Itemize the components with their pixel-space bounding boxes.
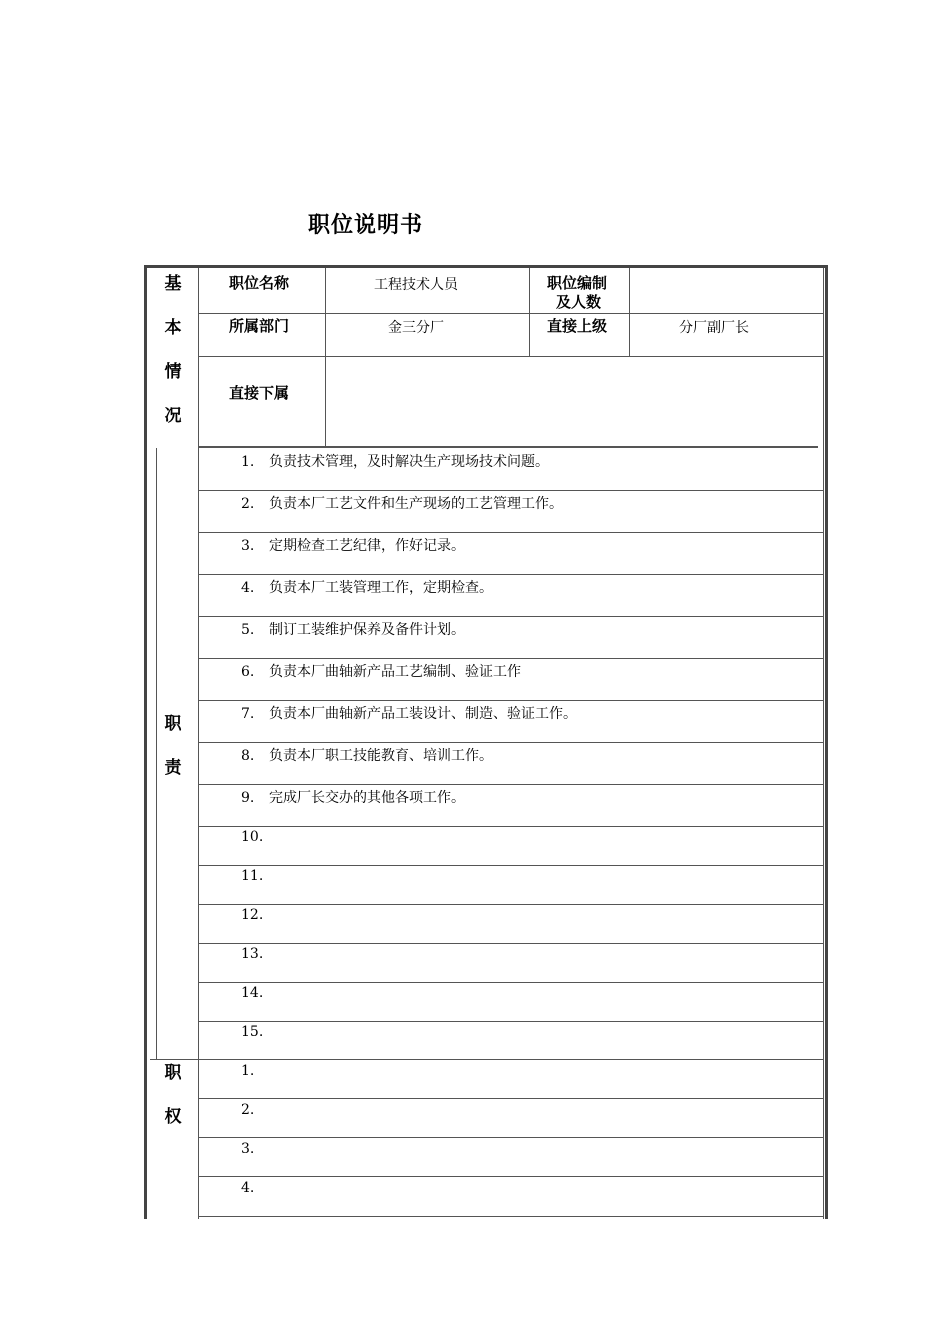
divider [198,865,823,866]
duty-item-number: 4. [241,580,255,596]
section-label-char: 职 [164,1063,182,1083]
authority-item [241,1102,269,1118]
duty-item-text: 负责本厂曲轴新产品工艺编制、验证工作 [269,664,521,680]
duty-item [241,535,465,555]
duty-item-number: 12. [241,907,264,923]
duty-item-text: 负责本厂工艺文件和生产现场的工艺管理工作。 [269,496,563,512]
position-name-value: 工程技术人员 [374,277,458,293]
authority-item [241,1180,269,1196]
authority-item [241,1141,269,1157]
position-name-label: 职位名称 [229,274,290,292]
duty-item-number: 5. [241,622,255,638]
authority-item-number: 3. [241,1141,255,1157]
duty-item-number: 11. [241,868,264,884]
duty-item [241,787,465,807]
headcount-label [547,274,607,312]
duty-item-number: 7. [241,706,255,722]
divider [198,1098,823,1099]
duty-item [241,451,549,471]
duty-item [241,868,269,884]
duty-item [241,619,465,639]
superior-value: 分厂副厂长 [679,320,749,336]
duty-item-number: 9. [241,790,255,806]
divider [823,448,824,1219]
duty-item [241,493,563,513]
duty-item [241,946,269,962]
divider [198,658,823,659]
duty-item-text: 负责技术管理，及时解决生产现场技术问题。 [269,454,549,470]
divider [198,490,823,491]
divider [198,742,823,743]
duty-item-text: 完成厂长交办的其他各项工作。 [269,790,465,806]
duty-item [241,829,269,845]
divider [198,784,823,785]
divider [198,1021,823,1022]
department-value: 金三分厂 [388,320,444,336]
authority-item-number: 4. [241,1180,255,1196]
section-label-char: 情 [164,362,182,382]
duty-item-number: 8. [241,748,255,764]
section-label-authority [148,1051,198,1139]
duty-item [241,985,269,1001]
duty-item-text: 制订工装维护保养及备件计划。 [269,622,465,638]
duty-item-text: 负责本厂职工技能教育、培训工作。 [269,748,493,764]
duty-item-number: 14. [241,985,264,1001]
divider [198,1137,823,1138]
duty-item-text: 负责本厂工装管理工作，定期检查。 [269,580,493,596]
divider [198,446,818,448]
authority-item [241,1063,269,1079]
divider [198,700,823,701]
headcount-label-line: 及人数 [556,293,602,311]
superior-label: 直接上级 [547,317,608,335]
divider [150,1059,823,1060]
duty-item-number: 15. [241,1024,264,1040]
headcount-label-line: 职位编制 [547,274,608,292]
duty-item-number: 10. [241,829,264,845]
subordinate-label: 直接下属 [229,384,290,402]
authority-item-number: 1. [241,1063,255,1079]
divider [198,1216,823,1217]
duty-item-text: 负责本厂曲轴新产品工装设计、制造、验证工作。 [269,706,577,722]
section-label-char: 责 [164,758,182,778]
section-label-char: 况 [164,406,182,426]
section-label-char: 职 [164,714,182,734]
section-label-char: 本 [164,318,182,338]
divider [198,826,823,827]
duty-item [241,907,269,923]
duty-item-number: 13. [241,946,264,962]
section-label-basic [148,262,198,438]
divider [198,1176,823,1177]
divider [823,268,824,448]
section-label-duties [148,702,198,790]
duty-item-number: 6. [241,664,255,680]
divider [198,616,823,617]
divider [198,313,823,314]
authority-item-number: 2. [241,1102,255,1118]
section-label-char: 权 [164,1107,182,1127]
divider [198,532,823,533]
divider [198,268,199,448]
duty-item-number: 2. [241,496,255,512]
duty-item-number: 1. [241,454,255,470]
department-label: 所属部门 [229,317,290,335]
duty-item-number: 3. [241,538,255,554]
divider [198,943,823,944]
document-title: 职位说明书 [308,213,424,238]
divider [325,268,326,448]
duty-item [241,703,577,723]
divider [198,448,199,1219]
duty-item [241,661,521,681]
section-label-char: 基 [164,274,182,294]
divider [198,904,823,905]
divider [198,356,823,357]
duty-item [241,745,493,765]
duty-item-text: 定期检查工艺纪律，作好记录。 [269,538,465,554]
divider [198,982,823,983]
divider [198,574,823,575]
duty-item [241,577,493,597]
duty-item [241,1024,269,1040]
